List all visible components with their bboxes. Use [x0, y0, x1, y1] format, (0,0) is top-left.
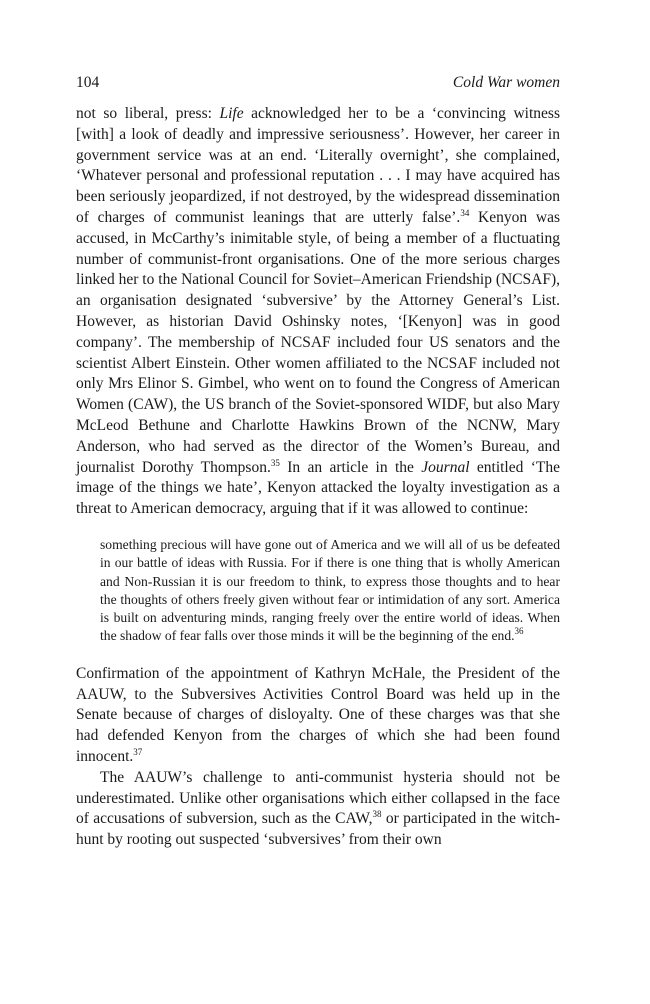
text-run: acknowledged her to be a ‘convincing witness [with] a look of deadly and impressive seriousness’. However, her career in government service was at an end. ‘Literally overnight’, she complained, ‘Whatever personal and professional reputation . . . I may have acquired has been seriously jeopardized, if not destroyed, by the widespread dissemination of charges of communist leanings that are utterly false’.: [76, 105, 560, 226]
body-text: [76, 104, 560, 851]
italic-title-life: Life: [219, 105, 244, 122]
paragraph-3: [76, 768, 560, 851]
text-run: Confirmation of the appointment of Kathryn McHale, the President of the AAUW, to the Subversives Activities Control Board was held up in the Senate because of charges of disloyalty. One of these charges was that she had defended Kenyon from the charges of which she had been found innocent.: [76, 664, 560, 765]
footnote-ref-35: 35: [270, 457, 280, 468]
block-quote: [100, 536, 560, 646]
text-run: In an article in the: [279, 458, 422, 476]
footnote-ref-36: 36: [514, 626, 524, 637]
text-run: entitled ‘The image of the things we hate’, Kenyon attacked the loyalty investigation as a threat to American democracy, arguing that if it was allowed to continue:: [76, 458, 560, 518]
text-run: or participated in the witch-hunt by rooting out suspected ‘subversives’ from their own: [76, 810, 560, 849]
text-run: The AAUW’s challenge to anti-communist hysteria should not be underestimated. Unlike other organisations which either collapsed in the face of accusations of subversion, such as the CAW,: [76, 768, 560, 828]
book-page: [76, 74, 560, 851]
page-number: 104: [76, 74, 100, 91]
footnote-ref-34: 34: [460, 207, 470, 218]
paragraph-1: [76, 104, 560, 520]
running-title: Cold War women: [452, 74, 560, 91]
footnote-ref-37: 37: [133, 746, 143, 757]
text-run: Kenyon was accused, in McCarthy’s inimitable style, of being a member of a fluctuating number of communist-front organisations. One of the more serious charges linked her to the National Council for Soviet–American Friendship (NCSAF), an organisation designated ‘subversive’ by the Attorney General’s List. However, as historian David Oshinsky notes, ‘[Kenyon] was in good company’. The membership of NCSAF included four US senators and the scientist Albert Einstein. Other women affiliated to the NCSAF included not only Mrs Elinor S. Gimbel, who went on to found the Congress of American Women (CAW), the US branch of the Soviet-sponsored WIDF, but also Mary McLeod Bethune and Charlotte Hawkins Brown of the NCNW, Mary Anderson, who had served as the director of the Women’s Bureau, and journalist Dorothy Thompson.: [76, 208, 560, 476]
italic-title-journal: Journal: [421, 458, 470, 476]
paragraph-2: [76, 664, 560, 768]
footnote-ref-38: 38: [372, 809, 382, 820]
quote-text: something precious will have gone out of America and we will all of us be defeated in our battle of ideas with Russia. For if there is one thing that is wholly American and Non-Russian it is our freedom to think, to express those thoughts and to hear the thoughts of others freely given without fear or intimidation of any sort. America is built on adventuring minds, ranging freely over the entire world of ideas. When the shadow of fear falls over those minds it will be the beginning of the end.: [100, 536, 560, 644]
running-header: [76, 74, 560, 96]
text-run: not so liberal, press:: [76, 105, 220, 122]
